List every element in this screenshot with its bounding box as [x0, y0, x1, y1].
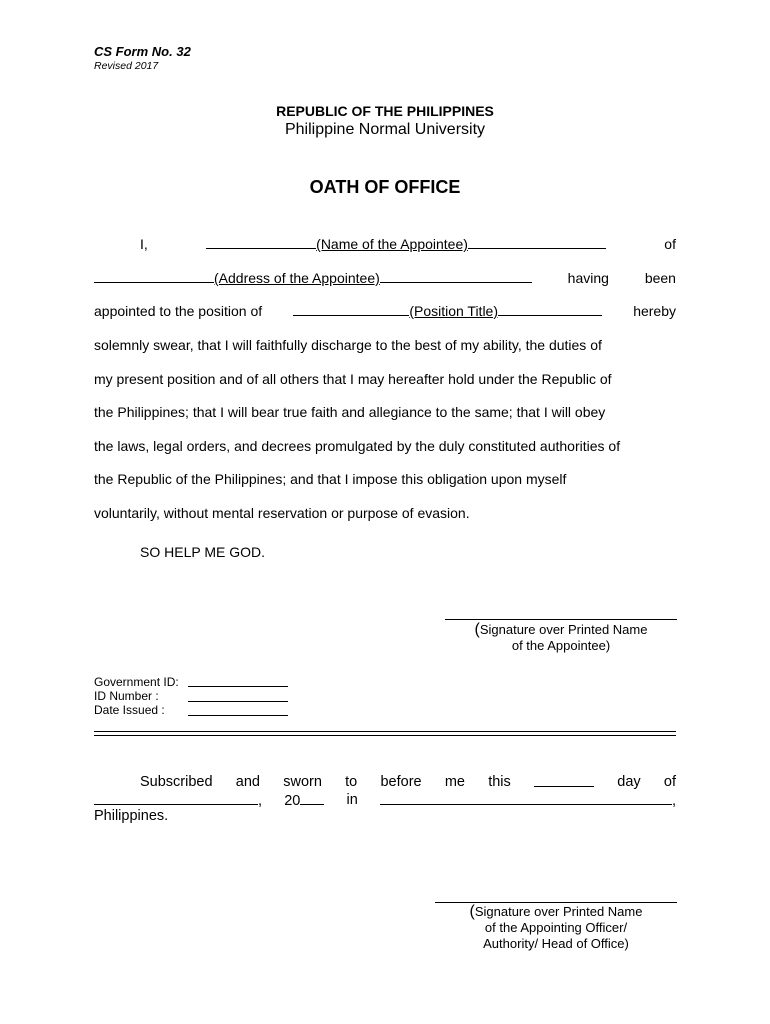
name-field[interactable]	[206, 234, 606, 254]
caption-line: Signature over Printed Name	[479, 622, 648, 637]
government-id-label: Government ID:	[94, 675, 179, 689]
oath-line-7: the laws, legal orders, and decrees promulgated by the duly constituted authorities of	[94, 438, 621, 454]
government-id-field[interactable]	[188, 686, 288, 687]
day-field[interactable]	[534, 772, 594, 787]
form-number: CS Form No. 32	[94, 44, 191, 59]
so-help-me-god: SO HELP ME GOD.	[140, 544, 265, 560]
subscribed-word: and	[235, 774, 260, 790]
address-field-label: (Address of the Appointee)	[214, 270, 380, 286]
revised-date: Revised 2017	[94, 60, 159, 72]
address-field[interactable]	[94, 268, 532, 288]
oath-word: of	[664, 236, 676, 252]
oath-text: appointed to the position of	[94, 303, 263, 319]
divider	[94, 731, 676, 732]
republic-heading: REPUBLIC OF THE PHILIPPINES	[276, 103, 494, 119]
subscribed-word: day	[617, 774, 641, 790]
position-field-label: (Position Title)	[409, 303, 499, 319]
subscribed-word: in	[346, 792, 358, 808]
caption-line: Signature over Printed Name	[474, 904, 643, 919]
year-field[interactable]	[300, 790, 324, 805]
oath-line-2	[94, 268, 676, 288]
subscribed-word: of	[663, 774, 676, 790]
month-field[interactable]	[94, 790, 258, 805]
caption-line: Authority/ Head of Office)	[483, 936, 629, 951]
officer-signature-caption: (Signature over Printed Name of the Appointing Officer/ Authority/ Head of Office)	[435, 904, 677, 952]
subscribed-word: sworn	[283, 774, 322, 790]
subscribed-word: Subscribed	[140, 774, 213, 790]
oath-line-3	[94, 301, 676, 321]
subscribed-word: before	[380, 774, 422, 790]
appointee-signature-caption: (Signature over Printed Name of the Appointee)	[445, 622, 677, 654]
subscribed-line-2: , 20 in ,	[94, 790, 676, 810]
subscribed-word: me	[444, 774, 465, 790]
oath-line-1	[94, 234, 676, 254]
oath-line-5: my present position and of all others that I may hereafter hold under the Republic of	[94, 371, 612, 387]
place-field[interactable]	[380, 790, 672, 805]
philippines-text: Philippines.	[94, 808, 169, 824]
caption-line: of the Appointing Officer/	[484, 920, 628, 935]
oath-line-4: solemnly swear, that I will faithfully discharge to the best of my ability, the duties of	[94, 337, 602, 353]
appointee-signature-line[interactable]	[445, 619, 677, 620]
position-field[interactable]	[293, 301, 602, 321]
oath-word: hereby	[633, 303, 676, 319]
id-number-label: ID Number :	[94, 689, 159, 703]
divider	[94, 735, 676, 736]
id-number-field[interactable]	[188, 701, 288, 702]
year-label: 20	[284, 793, 301, 809]
oath-word: having	[567, 270, 609, 286]
document-title: OATH OF OFFICE	[309, 177, 461, 197]
oath-line-6: the Philippines; that I will bear true faith and allegiance to the same; that I will obey	[94, 404, 606, 420]
oath-word: been	[644, 270, 676, 286]
university-name: Philippine Normal University	[284, 121, 486, 138]
caption-line: of the Appointee)	[511, 638, 611, 653]
name-field-label: (Name of the Appointee)	[316, 236, 468, 252]
oath-line-8: the Republic of the Philippines; and that I impose this obligation upon myself	[94, 471, 567, 487]
date-issued-label: Date Issued :	[94, 703, 165, 717]
subscribed-word: to	[345, 774, 358, 790]
oath-word: I,	[140, 236, 148, 252]
date-issued-field[interactable]	[188, 715, 288, 716]
subscribed-word: this	[488, 774, 511, 790]
oath-line-9: voluntarily, without mental reservation or purpose of evasion.	[94, 505, 470, 521]
subscribed-line-1	[94, 772, 676, 792]
